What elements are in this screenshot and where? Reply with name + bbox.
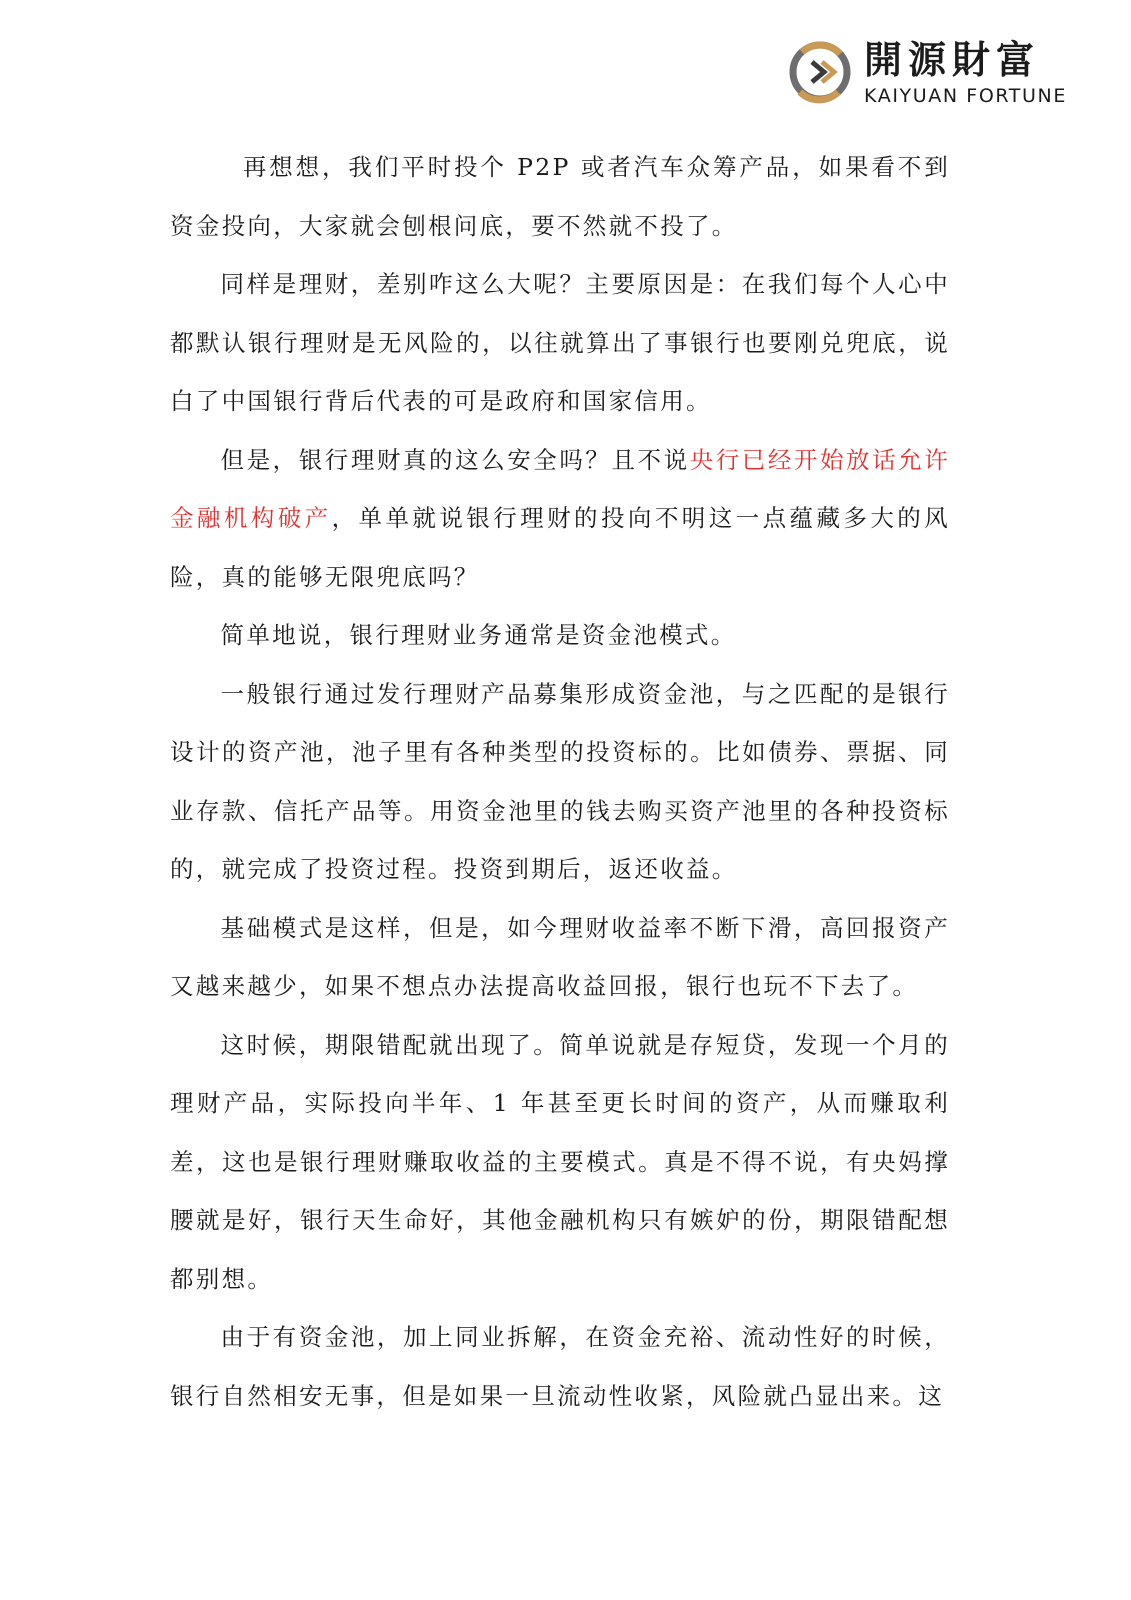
article-body: [170, 138, 950, 1425]
paragraph-7: 这时候，期限错配就出现了。简单说就是存短贷，发现一个月的理财产品，实际投向半年、1 年甚至更长时间的资产，从而赚取利差，这也是银行理财赚取收益的主要模式。真是不得不说，有央妈撑腰就是好，银行天生命好，其他金融机构只有嫉妒的份，期限错配想都别想。: [170, 1030, 950, 1293]
paragraph-3: [170, 431, 950, 607]
paragraph-4: 简单地说，银行理财业务通常是资金池模式。: [220, 621, 737, 649]
paragraph-8: 由于有资金池，加上同业拆解，在资金充裕、流动性好的时候，银行自然相安无事，但是如果一旦流动性收紧，风险就凸显出来。这: [170, 1323, 950, 1410]
paragraph-1: 再想想，我们平时投个 P2P 或者汽车众筹产品，如果看不到资金投向，大家就会刨根问底，要不然就不投了。: [170, 153, 950, 240]
paragraph-5: 一般银行通过发行理财产品募集形成资金池，与之匹配的是银行设计的资产池，池子里有各种类型的投资标的。比如债券、票据、同业存款、信托产品等。用资金池里的钱去购买资产池里的各种投资标的，就完成了投资过程。投资到期后，返还收益。: [170, 679, 950, 883]
logo-chinese-name: 開源財富: [864, 38, 1041, 82]
paragraph-6: 基础模式是这样，但是，如今理财收益率不断下滑，高回报资产又越来越少，如果不想点办法提高收益回报，银行也玩不下去了。: [170, 913, 950, 1000]
page-header: [788, 36, 1078, 116]
paragraph-3-highlight: 央行已经开始放话允许金融机构破产: [170, 445, 950, 532]
logo-english-name: KAIYUAN FORTUNE: [864, 85, 1067, 107]
paragraph-3-text-after: ，单单就说银行理财的投向不明这一点蕴藏多大的风险，真的能够无限兜底吗？: [170, 504, 950, 591]
kaiyuan-logo-icon: [788, 40, 852, 104]
paragraph-3-text-before: 但是，银行理财真的这么安全吗？且不说: [220, 445, 690, 474]
paragraph-2: 同样是理财，差别咋这么大呢？主要原因是：在我们每个人心中都默认银行理财是无风险的，以往就算出了事银行也要刚兑兜底，说白了中国银行背后代表的可是政府和国家信用。: [170, 270, 950, 415]
